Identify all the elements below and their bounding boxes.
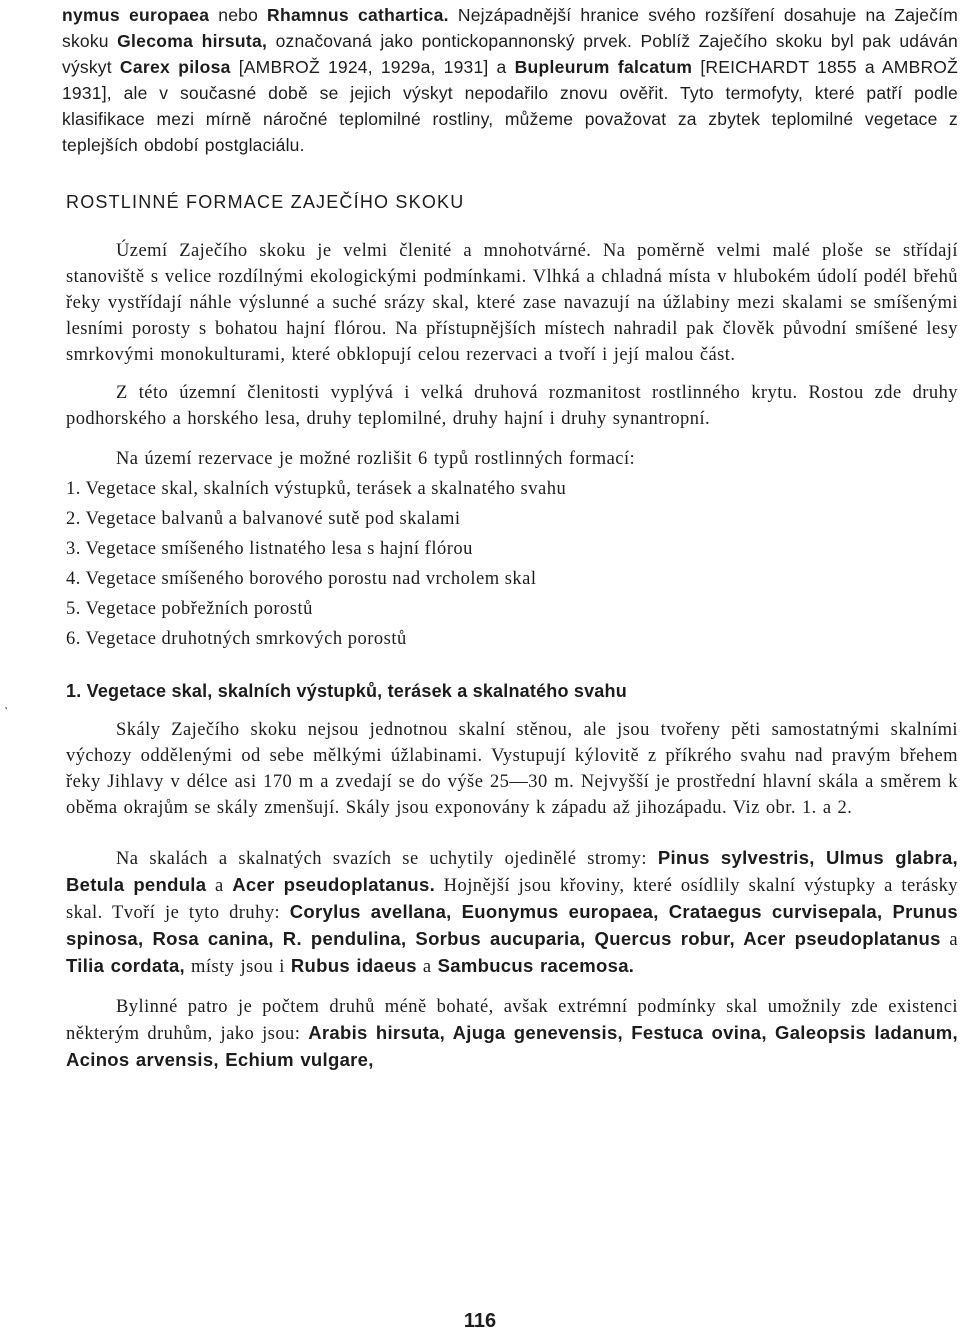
text-run: místy jsou i xyxy=(184,957,291,977)
text-run: Bylinné patro je počtem druhů méně bohaté, avšak extrémní podmínky skal umožnily zde existenci některým druhům, jako jsou: xyxy=(66,997,958,1044)
formation-list xyxy=(66,474,958,654)
margin-mark: ˺ xyxy=(4,704,8,718)
species-name: nymus europaea xyxy=(62,5,210,25)
page-number: 116 xyxy=(463,1310,497,1332)
species-name: Tilia cordata, xyxy=(66,955,185,976)
list-item: 4. Vegetace smíšeného borového porostu nad vrcholem skal xyxy=(66,569,537,589)
species-name: Acer pseudoplatanus. xyxy=(232,874,436,895)
section-heading: ROSTLINNÉ FORMACE ZAJEČÍHO SKOKU xyxy=(66,192,465,212)
species-name: Glecoma hirsuta, xyxy=(117,31,268,51)
list-item: 5. Vegetace pobřežních porostů xyxy=(66,599,313,619)
text-run: [REICHARDT 1855 a AMBROŽ 1931], ale v současné době se jejich výskyt nepodařilo znovu ověřit. Tyto termofyty, které patří podle klasifikace mezi mírně náročné teplomilné rostliny, můžeme považovat za zbytek teplomilné vegetace z teplejších období postglaciálu. xyxy=(62,57,958,155)
species-name: Rubus idaeus xyxy=(290,955,417,976)
text-run: a xyxy=(940,930,958,950)
species-name: Bupleurum falcatum xyxy=(514,57,693,77)
paragraph-territory: Území Zaječího skoku je velmi členité a mnohotvárné. Na poměrně velmi malé ploše se střídají stanoviště s velice rozdílnými ekologickými podmínkami. Vlhká a chladná místa v hlubokém údolí podél břehů řeky vystřídají náhle výslunné a suché srázy skal, které zase navazují na úžlabiny mezi skalami se smíšenými lesními porosty s bohatou hajní flórou. Na přístupnějších místech nahradil pak člověk původní smíšené lesy smrkovými monokulturami, které obklopují celou rezervaci a tvoří i její malou část. xyxy=(66,241,958,365)
text-run: Na skalách a skalnatých svazích se uchytily ojedinělé stromy: xyxy=(116,849,658,869)
text-run: [AMBROŽ 1924, 1929a, 1931] a xyxy=(230,57,515,77)
species-name: Arabis hirsuta, Ajuga genevensis, Festuca ovina, Galeopsis ladanum, Acinos arvensis, Echium vulgare, xyxy=(66,1022,958,1070)
species-name: Sambucus racemosa. xyxy=(437,955,635,976)
paragraph-formations-intro: Na území rezervace je možné rozlišit 6 typů rostlinných formací: xyxy=(116,449,636,469)
text-run: Hojnější jsou křoviny, které osídlily skalní výstupky a terásky skal. Tvoří je tyto druhy: xyxy=(66,876,959,923)
list-item: 3. Vegetace smíšeného listnatého lesa s hajní flórou xyxy=(66,539,473,559)
list-item: 1. Vegetace skal, skalních výstupků, terásek a skalnatého svahu xyxy=(66,479,567,499)
subsection-heading: 1. Vegetace skal, skalních výstupků, terásek a skalnatého svahu xyxy=(66,681,627,701)
paragraph-diversity: Z této územní členitosti vyplývá i velká druhová rozmanitost rostlinného krytu. Rostou zde druhy podhorského a horského lesa, druhy teplomilné, druhy hajní i druhy synantropní. xyxy=(66,383,958,429)
text-run: označovaná jako pontickopannonský prvek. Poblíž Zaječího skoku byl pak udáván výskyt xyxy=(62,31,958,77)
paragraph-trees-shrubs xyxy=(66,845,958,980)
species-name: Carex pilosa xyxy=(119,57,231,77)
species-name: Rhamnus cathartica. xyxy=(267,5,449,25)
paragraph-herb-layer xyxy=(66,994,958,1074)
paragraph-intro xyxy=(62,2,958,158)
text-run: Nejzápadnější hranice svého rozšíření dosahuje na Zaječím skoku xyxy=(62,5,959,51)
list-item: 2. Vegetace balvanů a balvanové sutě pod skalami xyxy=(66,509,461,529)
species-name: Corylus avellana, Euonymus europaea, Crataegus curvisepala, Prunus spinosa, Rosa canina, R. pendulina, Sorbus aucuparia, Quercus robur, Acer pseudoplatanus xyxy=(66,901,958,949)
paragraph-rocks: Skály Zaječího skoku nejsou jednotnou skalní stěnou, ale jsou tvořeny pěti samostatnými skalními výchozy oddělenými od sebe mělkými úžlabinami. Vystupují kýlovitě z příkrého svahu nad pravým břehem řeky Jihlavy v délce asi 170 m a zvedají se do výše 25—30 m. Nejvyšší je prostřední hlavní skála a směrem k oběma okrajům se skály zmenšují. Skály jsou exponovány k západu až jihozápadu. Viz obr. 1. a 2. xyxy=(66,720,958,818)
text-run: a xyxy=(206,876,233,896)
text-run: nebo xyxy=(209,5,268,25)
species-name: Pinus sylvestris, Ulmus glabra, Betula pendula xyxy=(66,847,958,895)
text-run: a xyxy=(416,957,438,977)
list-item: 6. Vegetace druhotných smrkových porostů xyxy=(66,629,407,649)
page-body xyxy=(62,0,959,1074)
